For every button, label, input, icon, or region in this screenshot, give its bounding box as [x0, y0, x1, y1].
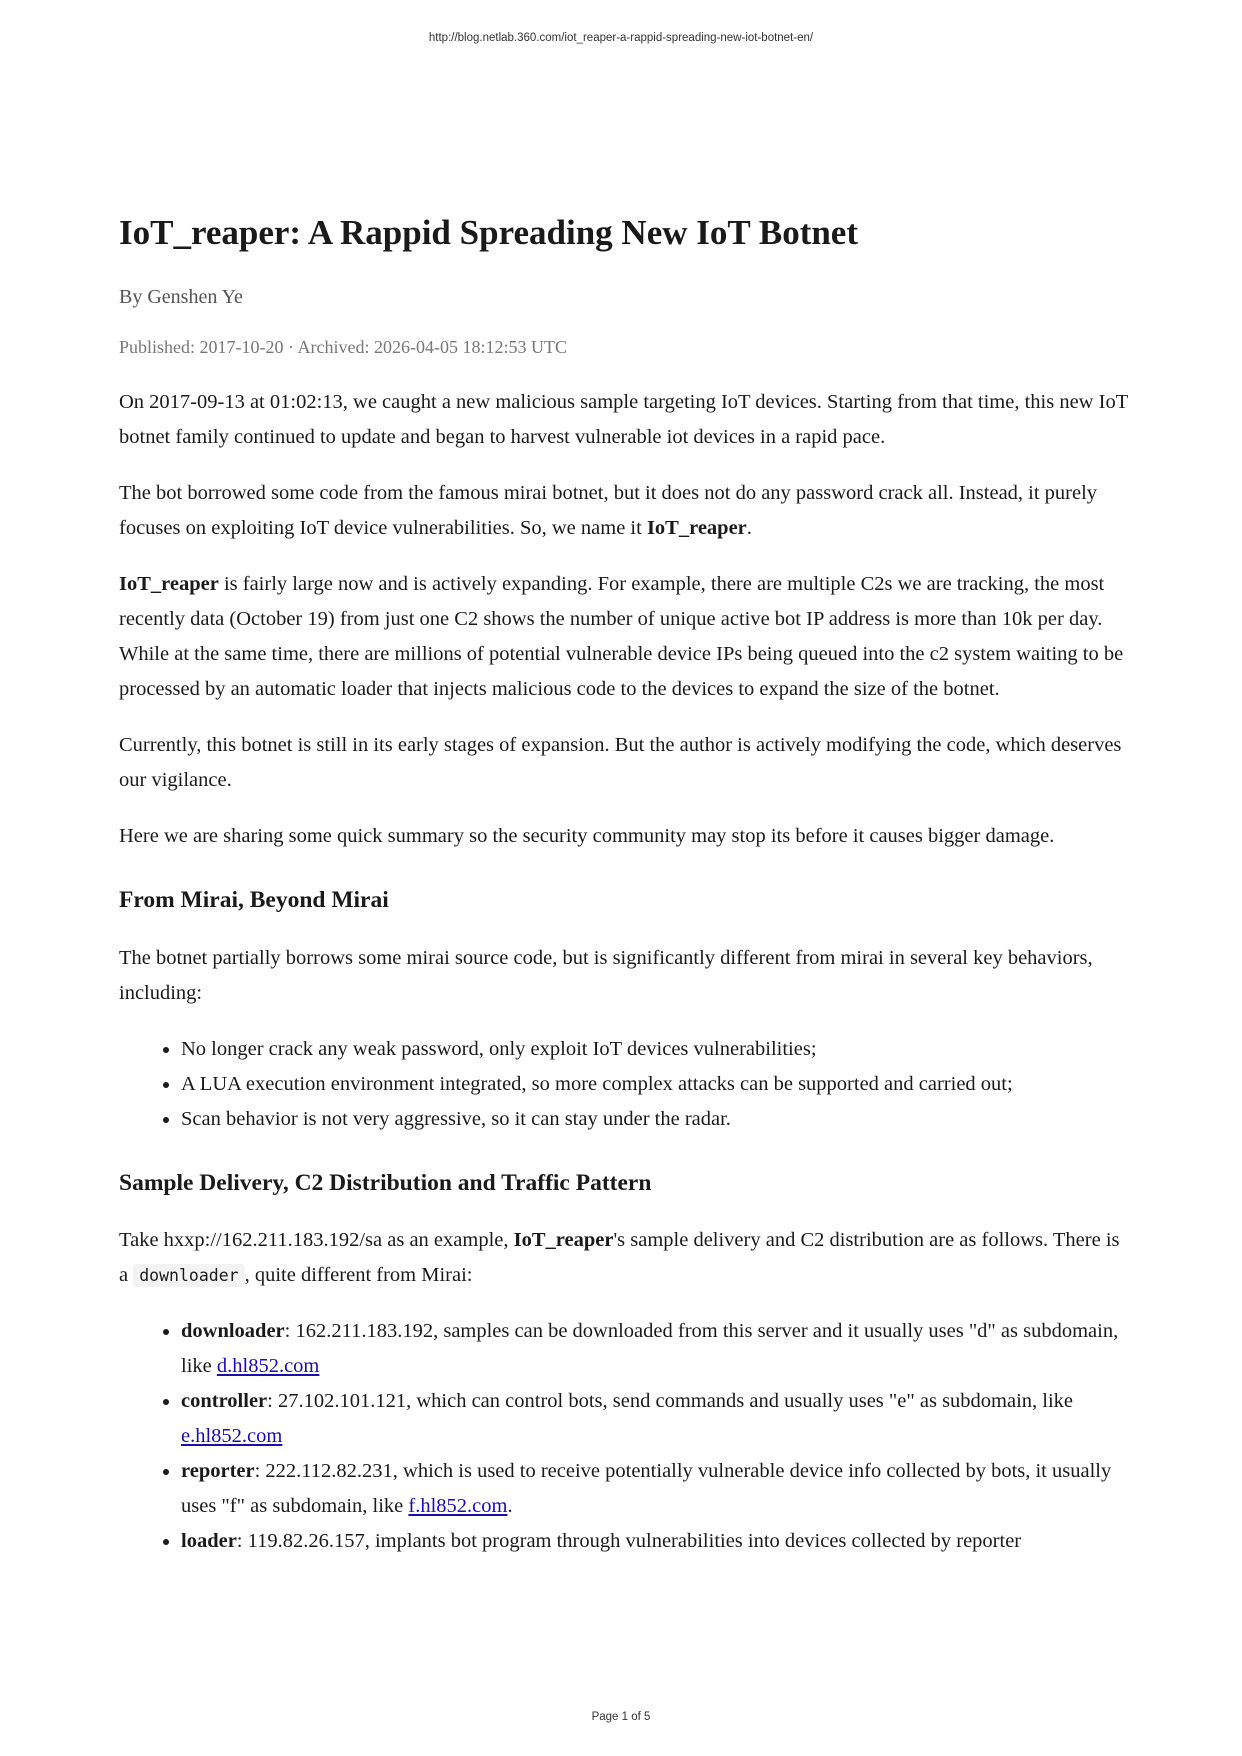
list-item: • A LUA execution environment integrated, so more complex attacks can be supported and carried out; [181, 1067, 1129, 1102]
list-item: • No longer crack any weak password, only exploit IoT devices vulnerabilities; [181, 1032, 1129, 1067]
paragraph-stage: Currently, this botnet is still in its early stages of expansion. But the author is actively modifying the code, which deserves our vigilance. [119, 734, 1122, 792]
paragraph-scale [119, 567, 1129, 707]
article-title: IoT_reaper: A Rappid Spreading New IoT Botnet [119, 213, 858, 252]
text: . [746, 517, 752, 540]
differences-list [119, 1032, 1129, 1137]
list-item-downloader [181, 1314, 1129, 1384]
text: , quite different from Mirai: [244, 1263, 473, 1286]
list-item-loader [181, 1524, 1129, 1559]
page-number: Page 1 of 5 [591, 1711, 651, 1723]
text: : 27.102.101.121, which can control bots, send commands and usually uses "e" as subdomain, like [267, 1389, 1074, 1412]
paragraph-intro: On 2017-09-13 at 01:02:13, we caught a new malicious sample targeting IoT devices. Starting from that time, this new IoT botnet family continued to update and began to harvest vulnerable iot devices in a rapid pace. [119, 391, 1128, 449]
link-d-hl852[interactable]: d.hl852.com [216, 1354, 320, 1377]
text: is fairly large now and is actively expanding. For example, there are multiple C2s we are tracking, the most recently data (October 19) from just one C2 shows the number of unique active bot IP address is more than 10k per day. While at the same time, there are millions of potential vulnerable device IPs being queued into the c2 system waiting to be processed by an automatic loader that injects malicious code to the devices to expand the size of the botnet. [119, 573, 1124, 701]
paragraph-summary: Here we are sharing some quick summary so the security community may stop its before it causes bigger damage. [119, 825, 1055, 848]
bold-term: downloader [181, 1319, 285, 1342]
list-item-controller [181, 1384, 1129, 1454]
link-e-hl852[interactable]: e.hl852.com [181, 1424, 283, 1447]
page-url-header: http://blog.netlab.360.com/iot_reaper-a-rappid-spreading-new-iot-botnet-en/ [428, 32, 814, 44]
bold-term: reporter [181, 1459, 255, 1482]
bold-term: IoT_reaper [513, 1228, 614, 1251]
c2-roles-list [119, 1314, 1129, 1559]
paragraph-delivery [119, 1223, 1129, 1293]
link-f-hl852[interactable]: f.hl852.com [408, 1494, 508, 1517]
text: 's sample delivery and C2 distribution are as follows. There is a [119, 1228, 1120, 1286]
section-heading-delivery: Sample Delivery, C2 Distribution and Traffic Pattern [119, 1169, 652, 1196]
inline-code: downloader [133, 1264, 244, 1287]
text: : 119.82.26.157, implants bot program through vulnerabilities into devices collected by reporter [236, 1529, 1022, 1552]
paragraph-naming [119, 476, 1129, 546]
bold-term: controller [181, 1389, 268, 1412]
section-heading-mirai: From Mirai, Beyond Mirai [119, 887, 389, 914]
text: . [507, 1494, 513, 1517]
paragraph-differences: The botnet partially borrows some mirai source code, but is significantly different from mirai in several key behaviors, including: [119, 946, 1093, 1004]
list-item: • Scan behavior is not very aggressive, so it can stay under the radar. [181, 1102, 1129, 1137]
list-item-reporter [181, 1454, 1129, 1524]
text: The bot borrowed some code from the famous mirai botnet, but it does not do any password crack all. Instead, it purely focuses on exploiting IoT device vulnerabilities. So, we name it [119, 482, 1098, 540]
bold-term: IoT_reaper [119, 573, 219, 596]
article-byline: By Genshen Ye [119, 286, 243, 308]
text: Take hxxp://162.211.183.192/sa as an example, [119, 1228, 514, 1251]
bold-term: loader [181, 1529, 237, 1552]
bold-term: IoT_reaper [646, 517, 747, 540]
article [119, 212, 1129, 1589]
article-meta: Published: 2017-10-20 · Archived: 2026-04-05 18:12:53 UTC [119, 337, 567, 357]
text: : 222.112.82.231, which is used to receive potentially vulnerable device info collected by bots, it usually uses "f" as subdomain, like [181, 1459, 1112, 1517]
text: : 162.211.183.192, samples can be downloaded from this server and it usually uses "d" as subdomain, like [181, 1319, 1119, 1377]
